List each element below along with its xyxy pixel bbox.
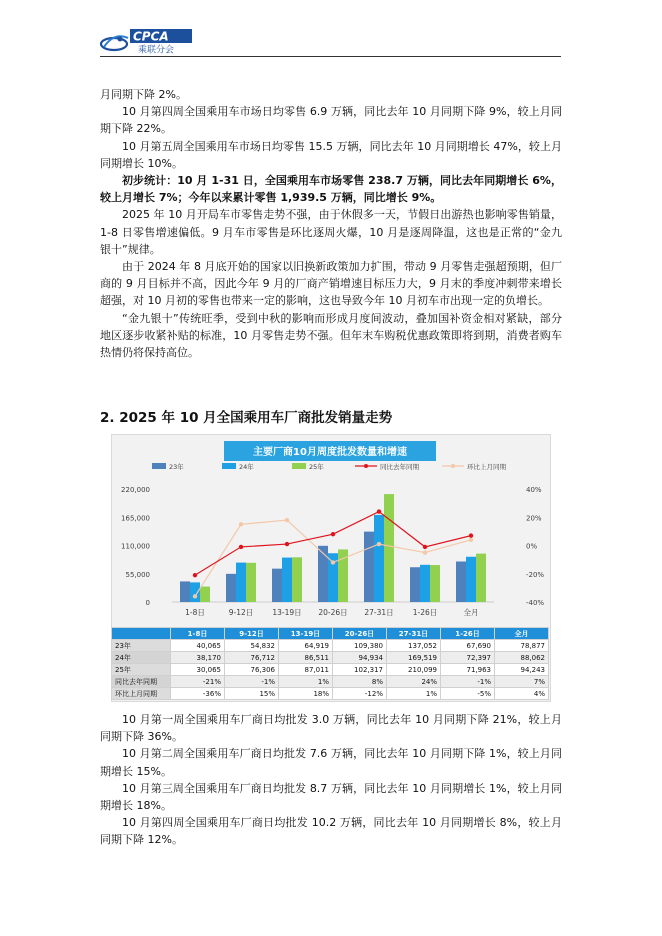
bar-23年	[180, 581, 190, 602]
paragraph: 10 月第四周全国乘用车市场日均零售 6.9 万辆，同比去年 10 月同期下降 9%，较上月同期下降 22%。	[100, 105, 562, 136]
table-cell: 15%	[225, 688, 279, 700]
table-header-cell: 1-8日	[171, 628, 225, 640]
point-环比上月同期	[469, 538, 473, 542]
x-tick-label: 9-12日	[228, 608, 254, 617]
table-row-label: 同比去年同期	[112, 676, 171, 688]
table-cell: 169,519	[387, 652, 441, 664]
table-cell: 7%	[495, 676, 549, 688]
table-row	[112, 664, 549, 676]
bar-25年	[292, 557, 302, 602]
legend-label: 同比去年同期	[380, 463, 419, 471]
bar-23年	[318, 546, 328, 602]
table-cell: 102,317	[333, 664, 387, 676]
table-cell: 78,877	[495, 640, 549, 652]
legend-label: 23年	[169, 463, 184, 471]
point-同比去年同期	[423, 545, 427, 549]
point-环比上月同期	[285, 518, 289, 522]
point-环比上月同期	[423, 550, 427, 554]
table-cell: -36%	[171, 688, 225, 700]
y-left-tick-label: 55,000	[125, 570, 150, 579]
table-cell: 8%	[333, 676, 387, 688]
table-cell: 64,919	[279, 640, 333, 652]
table-cell: 71,963	[441, 664, 495, 676]
legend-swatch-25年	[292, 463, 306, 469]
x-tick-label: 1-26日	[412, 608, 438, 617]
table-row-label: 24年	[112, 652, 171, 664]
legend-label: 环比上月同期	[467, 463, 506, 471]
table-cell: 54,832	[225, 640, 279, 652]
body-text-bottom	[100, 711, 562, 849]
paragraph: 10 月第一周全国乘用车厂商日均批发 3.0 万辆，同比去年 10 月同期下降 21%，较上月同期下降 36%。	[100, 713, 562, 744]
point-同比去年同期	[239, 545, 243, 549]
table-cell: 67,690	[441, 640, 495, 652]
table-cell: 109,380	[333, 640, 387, 652]
body-text-top	[100, 86, 562, 361]
table-header-row	[112, 628, 549, 640]
y-left-tick-label: 0	[145, 599, 150, 607]
paragraph: 10 月第四周全国乘用车厂商日均批发 10.2 万辆，同比去年 10 月同期增长 8%，较上月同期下降 12%。	[100, 816, 562, 847]
y-right-tick-label: 40%	[526, 486, 542, 494]
x-tick-label: 1-8日	[185, 608, 205, 617]
legend-marker-同比去年同期	[364, 464, 368, 468]
bar-23年	[226, 574, 236, 602]
point-环比上月同期	[239, 522, 243, 526]
table-cell: 88,062	[495, 652, 549, 664]
table-cell: 76,306	[225, 664, 279, 676]
table-cell: -1%	[441, 676, 495, 688]
table-cell: 72,397	[441, 652, 495, 664]
table-row	[112, 640, 549, 652]
bar-24年	[190, 582, 200, 602]
section-title: 2. 2025 年 10 月全国乘用车厂商批发销量走势	[100, 410, 393, 426]
table-header-cell: 9-12日	[225, 628, 279, 640]
header-divider	[100, 56, 561, 57]
chart-title: 主要厂商10月周度批发数量和增速	[253, 447, 407, 458]
bar-23年	[456, 561, 466, 602]
point-同比去年同期	[193, 573, 197, 577]
summary-paragraph: 初步统计：10 月 1-31 日，全国乘用车市场零售 238.7 万辆，同比去年同期增长 6%，较上月增长 7%；今年以来累计零售 1,939.5 万辆，同比增长 9%。	[100, 174, 562, 205]
point-同比去年同期	[377, 509, 381, 513]
logo-text: CPCA	[133, 29, 169, 44]
table-header-cell: 13-19日	[279, 628, 333, 640]
table-row-label: 环比上月同期	[112, 688, 171, 700]
bar-24年	[374, 515, 384, 602]
table-cell: 76,712	[225, 652, 279, 664]
point-同比去年同期	[331, 532, 335, 536]
paragraph: 月同期下降 2%。	[100, 88, 187, 101]
bar-25年	[200, 587, 210, 602]
legend-marker-环比上月同期	[451, 464, 455, 468]
logo-subtext: 乘联分会	[138, 45, 175, 54]
bar-25年	[476, 554, 486, 602]
table-row	[112, 676, 549, 688]
paragraph: 10 月第二周全国乘用车厂商日均批发 7.6 万辆，同比去年 10 月同期下降 1%，较上月同期增长 15%。	[100, 747, 562, 778]
table-row	[112, 652, 549, 664]
table-cell: 30,065	[171, 664, 225, 676]
y-left-tick-label: 165,000	[121, 514, 150, 523]
table-row-label: 25年	[112, 664, 171, 676]
bar-25年	[246, 563, 256, 602]
table-header-cell: 1-26日	[441, 628, 495, 640]
table-cell: 24%	[387, 676, 441, 688]
bar-24年	[420, 565, 430, 602]
table-header-cell: 20-26日	[333, 628, 387, 640]
table-cell: -21%	[171, 676, 225, 688]
y-right-tick-label: 0%	[526, 542, 538, 551]
bar-23年	[364, 532, 374, 602]
y-right-tick-label: 20%	[526, 514, 542, 523]
point-环比上月同期	[377, 542, 381, 546]
table-cell: 86,511	[279, 652, 333, 664]
table-cell: 4%	[495, 688, 549, 700]
table-cell: 137,052	[387, 640, 441, 652]
x-tick-label: 13-19日	[272, 608, 302, 617]
table-cell: 210,099	[387, 664, 441, 676]
paragraph: 由于 2024 年 8 月底开始的国家以旧换新政策加力扩围，带动 9 月零售走强超预期，但厂商的 9 月目标并不高，因此今年 9 月的厂商产销增速目标压力大，9 月末的季度冲刺带来增长超强，对 10 月初的零售也带来一定的影响，这也导致今年 10 月初车市出现一定的负增长。	[100, 260, 562, 308]
table-cell: -1%	[225, 676, 279, 688]
point-同比去年同期	[469, 533, 473, 537]
paragraph: “金九银十”传统旺季，受到中秋的影响而形成月度间波动，叠加国补资金相对紧缺，部分地区逐步收紧补贴的标准，10 月零售走势不强。但年末车购税优惠政策即将到期，消费者购车热情仍将保持高位。	[100, 311, 562, 360]
x-tick-label: 20-26日	[318, 608, 348, 617]
bar-24年	[282, 558, 292, 602]
point-环比上月同期	[193, 594, 197, 598]
table-cell: 1%	[387, 688, 441, 700]
car-swoosh-icon	[101, 36, 128, 50]
paragraph: 10 月第三周全国乘用车厂商日均批发 8.7 万辆，同比去年 10 月同期增长 1%，较上月同期增长 18%。	[100, 781, 562, 813]
x-tick-label: 27-31日	[364, 608, 394, 617]
data-table	[111, 627, 549, 700]
table-cell: 18%	[279, 688, 333, 700]
cpca-logo	[100, 28, 192, 54]
legend-label: 25年	[309, 463, 324, 471]
legend-swatch-23年	[152, 463, 166, 469]
x-tick-label: 全月	[463, 608, 479, 617]
bar-23年	[272, 569, 282, 602]
table-cell: -12%	[333, 688, 387, 700]
bar-25年	[384, 494, 394, 602]
y-right-tick-label: -20%	[526, 570, 545, 579]
table-cell: 87,011	[279, 664, 333, 676]
table-cell: 1%	[279, 676, 333, 688]
table-cell: 94,243	[495, 664, 549, 676]
table-cell: 40,065	[171, 640, 225, 652]
legend-swatch-24年	[222, 463, 236, 469]
y-right-tick-label: -40%	[526, 599, 545, 607]
paragraph: 2025 年 10 月开局车市零售走势不强，由于休假多一天，节假日出游热也影响零售销量，1-8 日零售增速偏低。9 月车市零售是环比逐周火爆，10 月是逐周降温，这也是正常的“金九银十”规律。	[100, 208, 562, 256]
y-left-tick-label: 220,000	[121, 486, 150, 494]
table-row-label: 23年	[112, 640, 171, 652]
table-cell: 38,170	[171, 652, 225, 664]
table-header-cell: 27-31日	[387, 628, 441, 640]
paragraph: 10 月第五周全国乘用车市场日均零售 15.5 万辆，同比去年 10 月同期增长 47%，较上月同期增长 10%。	[100, 139, 562, 170]
y-left-tick-label: 110,000	[121, 542, 150, 551]
table-row	[112, 688, 549, 700]
point-环比上月同期	[331, 560, 335, 564]
bar-23年	[410, 567, 420, 602]
table-header-cell	[112, 628, 171, 640]
table-header-cell: 全月	[495, 628, 549, 640]
bar-24年	[236, 563, 246, 602]
table-cell: 94,934	[333, 652, 387, 664]
point-同比去年同期	[285, 542, 289, 546]
bar-24年	[466, 557, 476, 602]
legend-label: 24年	[239, 463, 254, 471]
table-cell: -5%	[441, 688, 495, 700]
chart	[112, 435, 550, 627]
bar-25年	[430, 565, 440, 602]
